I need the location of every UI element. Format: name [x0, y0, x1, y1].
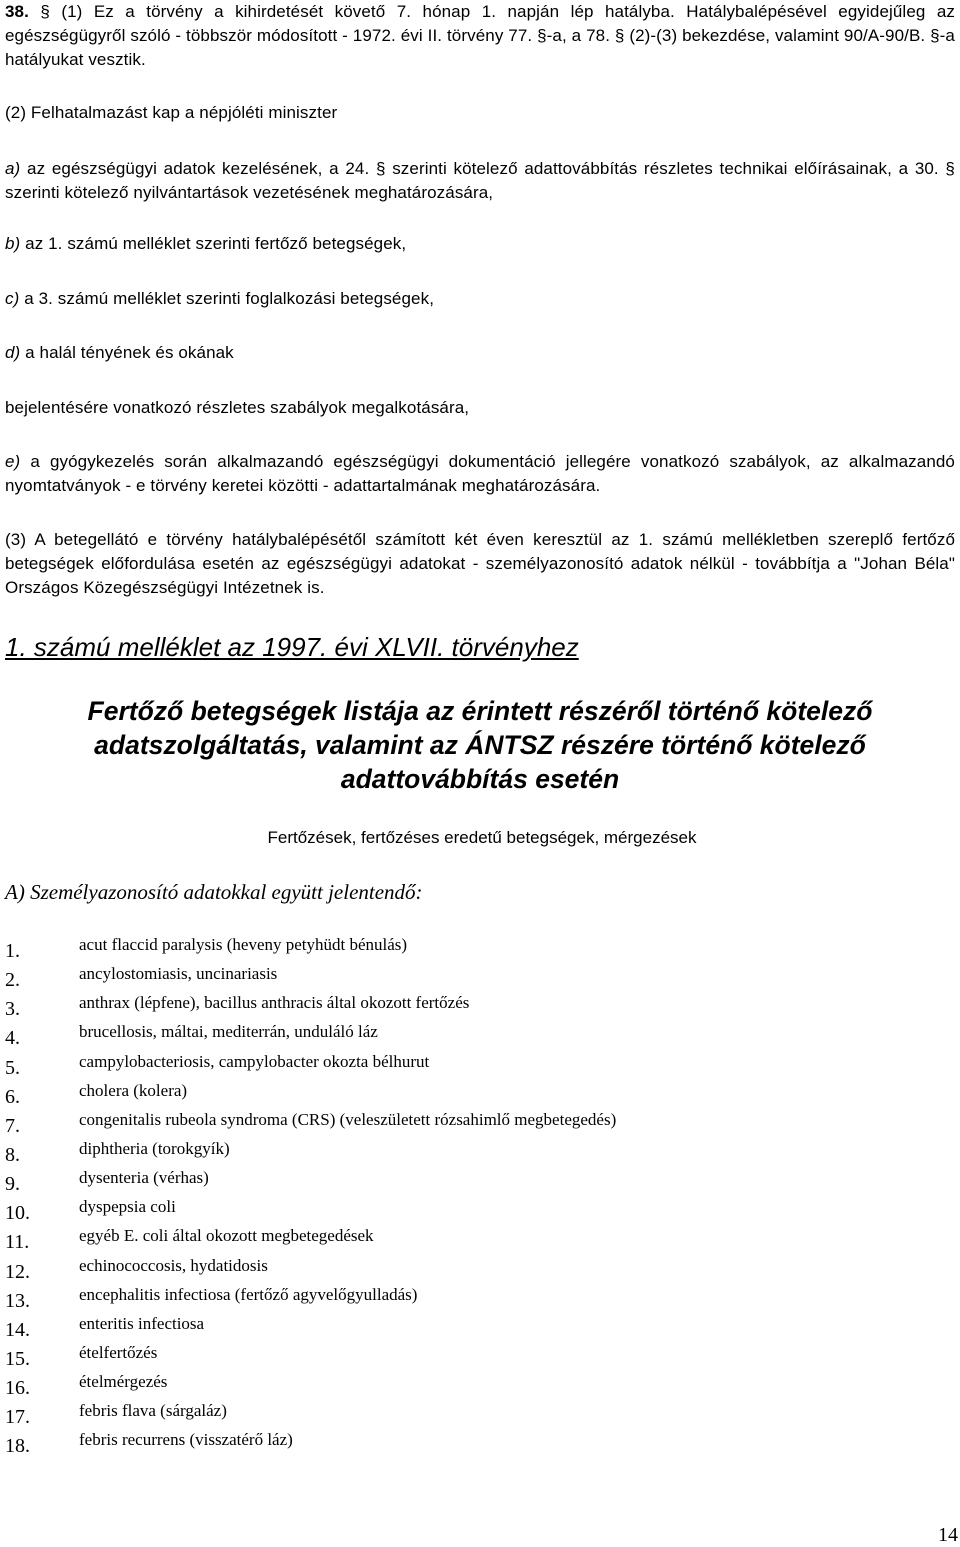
section-38-paragraph-3: (3) A betegellátó e törvény hatálybalépésétől számított két éven keresztül az 1. számú mellékletben szereplő fertőző betegségek előfordulása esetén az egészségügyi adatokat - személyazonosító adatok nélkül - továbbítja a "Johan Béla" Országos Közegészségügyi Intézetnek is.	[5, 530, 955, 597]
list-item	[0, 1282, 960, 1311]
list-item	[0, 1223, 960, 1252]
list-item-name: acut flaccid paralysis (heveny petyhüdt bénulás)	[79, 935, 408, 954]
disease-list	[0, 932, 960, 1457]
list-item-name: febris flava (sárgaláz)	[79, 1401, 227, 1421]
list-item-number: 2.	[5, 969, 20, 992]
list-item-number: 14.	[5, 1318, 30, 1341]
list-item-number: 7.	[5, 1114, 20, 1137]
point-a	[5, 157, 955, 205]
list-item-name: echinococcosis, hydatidosis	[79, 1255, 268, 1275]
list-item-number: 13.	[5, 1289, 30, 1312]
list-item	[0, 1340, 960, 1369]
list-item-name: brucellosis, máltai, mediterrán, unduláló láz	[79, 1022, 378, 1042]
list-item-number: 3.	[5, 998, 20, 1021]
annex-subheading: Fertőzések, fertőzéses eredetű betegségek, mérgezések	[267, 828, 697, 847]
list-item-number: 5.	[5, 1056, 20, 1079]
list-item	[0, 1369, 960, 1398]
list-item-number: 11.	[5, 1231, 30, 1254]
list-item-number: 16.	[5, 1377, 30, 1400]
list-item-name: diphtheria (torokgyík)	[79, 1138, 230, 1158]
list-item-name: campylobacteriosis, campylobacter okozta bélhurut	[79, 1051, 430, 1071]
point-c	[5, 287, 955, 311]
list-item	[0, 1049, 960, 1078]
list-item	[0, 1078, 960, 1107]
annex-title: 1. számú melléklet az 1997. évi XLVII. törvényhez	[5, 632, 579, 662]
list-item	[0, 1311, 960, 1340]
list-item-name: enteritis infectiosa	[79, 1313, 205, 1333]
list-item-number: 15.	[5, 1347, 30, 1370]
point-b	[5, 232, 955, 256]
point-d-text: a halál tényének és okának	[20, 343, 234, 362]
section-number: 38.	[5, 2, 29, 21]
list-item-name: ételfertőzés	[79, 1342, 158, 1362]
point-c-text: a 3. számú melléklet szerinti foglalkozási betegségek,	[19, 289, 435, 308]
section-sign: §	[40, 2, 50, 21]
point-b-text: az 1. számú melléklet szerinti fertőző betegségek,	[20, 234, 407, 253]
section-38-paragraph-2: (2) Felhatalmazást kap a népjóléti miniszter	[5, 103, 338, 122]
annex-heading: Fertőző betegségek listája az érintett részéről történő kötelező adatszolgáltatás, valamint az ÁNTSZ részére történő kötelező adattovábbítás esetén	[87, 696, 873, 794]
list-item-name: encephalitis infectiosa (fertőző agyvelőgyulladás)	[79, 1284, 418, 1304]
point-a-text: az egészségügyi adatok kezelésének, a 24. § szerinti kötelező adattovábbítás részletes technikai előírásainak, a 30. § szerinti kötelező nyilvántartások vezetésének meghatározására,	[5, 159, 955, 202]
list-item-name: ételmérgezés	[79, 1372, 168, 1392]
list-item	[0, 1165, 960, 1194]
point-d	[5, 341, 955, 365]
list-item-number: 17.	[5, 1406, 30, 1429]
reporting-clause: bejelentésére vonatkozó részletes szabályok megalkotására,	[5, 398, 470, 417]
list-item-name: congenitalis rubeola syndroma (CRS) (veleszületett rózsahimlő megbetegedés)	[79, 1109, 617, 1129]
list-item	[0, 990, 960, 1019]
point-c-label: c)	[5, 289, 20, 308]
list-item-number: 8.	[5, 1143, 20, 1166]
list-item	[0, 932, 960, 961]
list-item-name: dyspepsia coli	[79, 1197, 176, 1217]
point-a-label: a)	[5, 159, 21, 178]
list-item-number: 9.	[5, 1173, 20, 1196]
list-item-name: cholera (kolera)	[79, 1080, 188, 1100]
list-item	[0, 1398, 960, 1427]
section-38-paragraph-1	[5, 0, 955, 72]
list-item	[0, 1253, 960, 1282]
list-item-number: 18.	[5, 1435, 30, 1458]
list-item	[0, 961, 960, 990]
list-item-name: anthrax (lépfene), bacillus anthracis által okozott fertőzés	[79, 993, 470, 1013]
list-item-number: 1.	[5, 940, 20, 962]
list-item	[0, 1194, 960, 1223]
section-a-title: A) Személyazonosító adatokkal együtt jelentendő:	[5, 880, 423, 904]
list-item	[0, 1427, 960, 1456]
list-item-name: febris recurrens (visszatérő láz)	[79, 1430, 293, 1450]
point-b-label: b)	[5, 234, 21, 253]
paragraph-1-text: (1) Ez a törvény a kihirdetését követő 7. hónap 1. napján lép hatályba. Hatálybalépésével egyidejűleg az egészségügyről szóló - többször módosított - 1972. évi II. törvény 77. §-a, a 78. § (2)-(3) bekezdése, valamint 90/A-90/B. §-a hatályukat vesztik.	[5, 2, 955, 69]
list-item-name: ancylostomiasis, uncinariasis	[79, 964, 278, 984]
point-e-text: a gyógykezelés során alkalmazandó egészségügyi dokumentáció jellegére vonatkozó szabályok, az alkalmazandó nyomtatványok - e törvény keretei közötti - adattartalmának meghatározására.	[5, 452, 955, 495]
list-item-number: 12.	[5, 1260, 30, 1283]
point-e	[5, 450, 955, 498]
list-item	[0, 1107, 960, 1136]
page-number: 14	[938, 1524, 958, 1546]
list-item	[0, 1019, 960, 1048]
list-item-number: 10.	[5, 1202, 30, 1225]
list-item-name: egyéb E. coli által okozott megbetegedések	[79, 1226, 374, 1246]
list-item-number: 4.	[5, 1027, 20, 1050]
point-d-label: d)	[5, 343, 21, 362]
list-item	[0, 1136, 960, 1165]
list-item-number: 6.	[5, 1085, 20, 1108]
point-e-label: e)	[5, 452, 21, 471]
list-item-name: dysenteria (vérhas)	[79, 1168, 209, 1188]
